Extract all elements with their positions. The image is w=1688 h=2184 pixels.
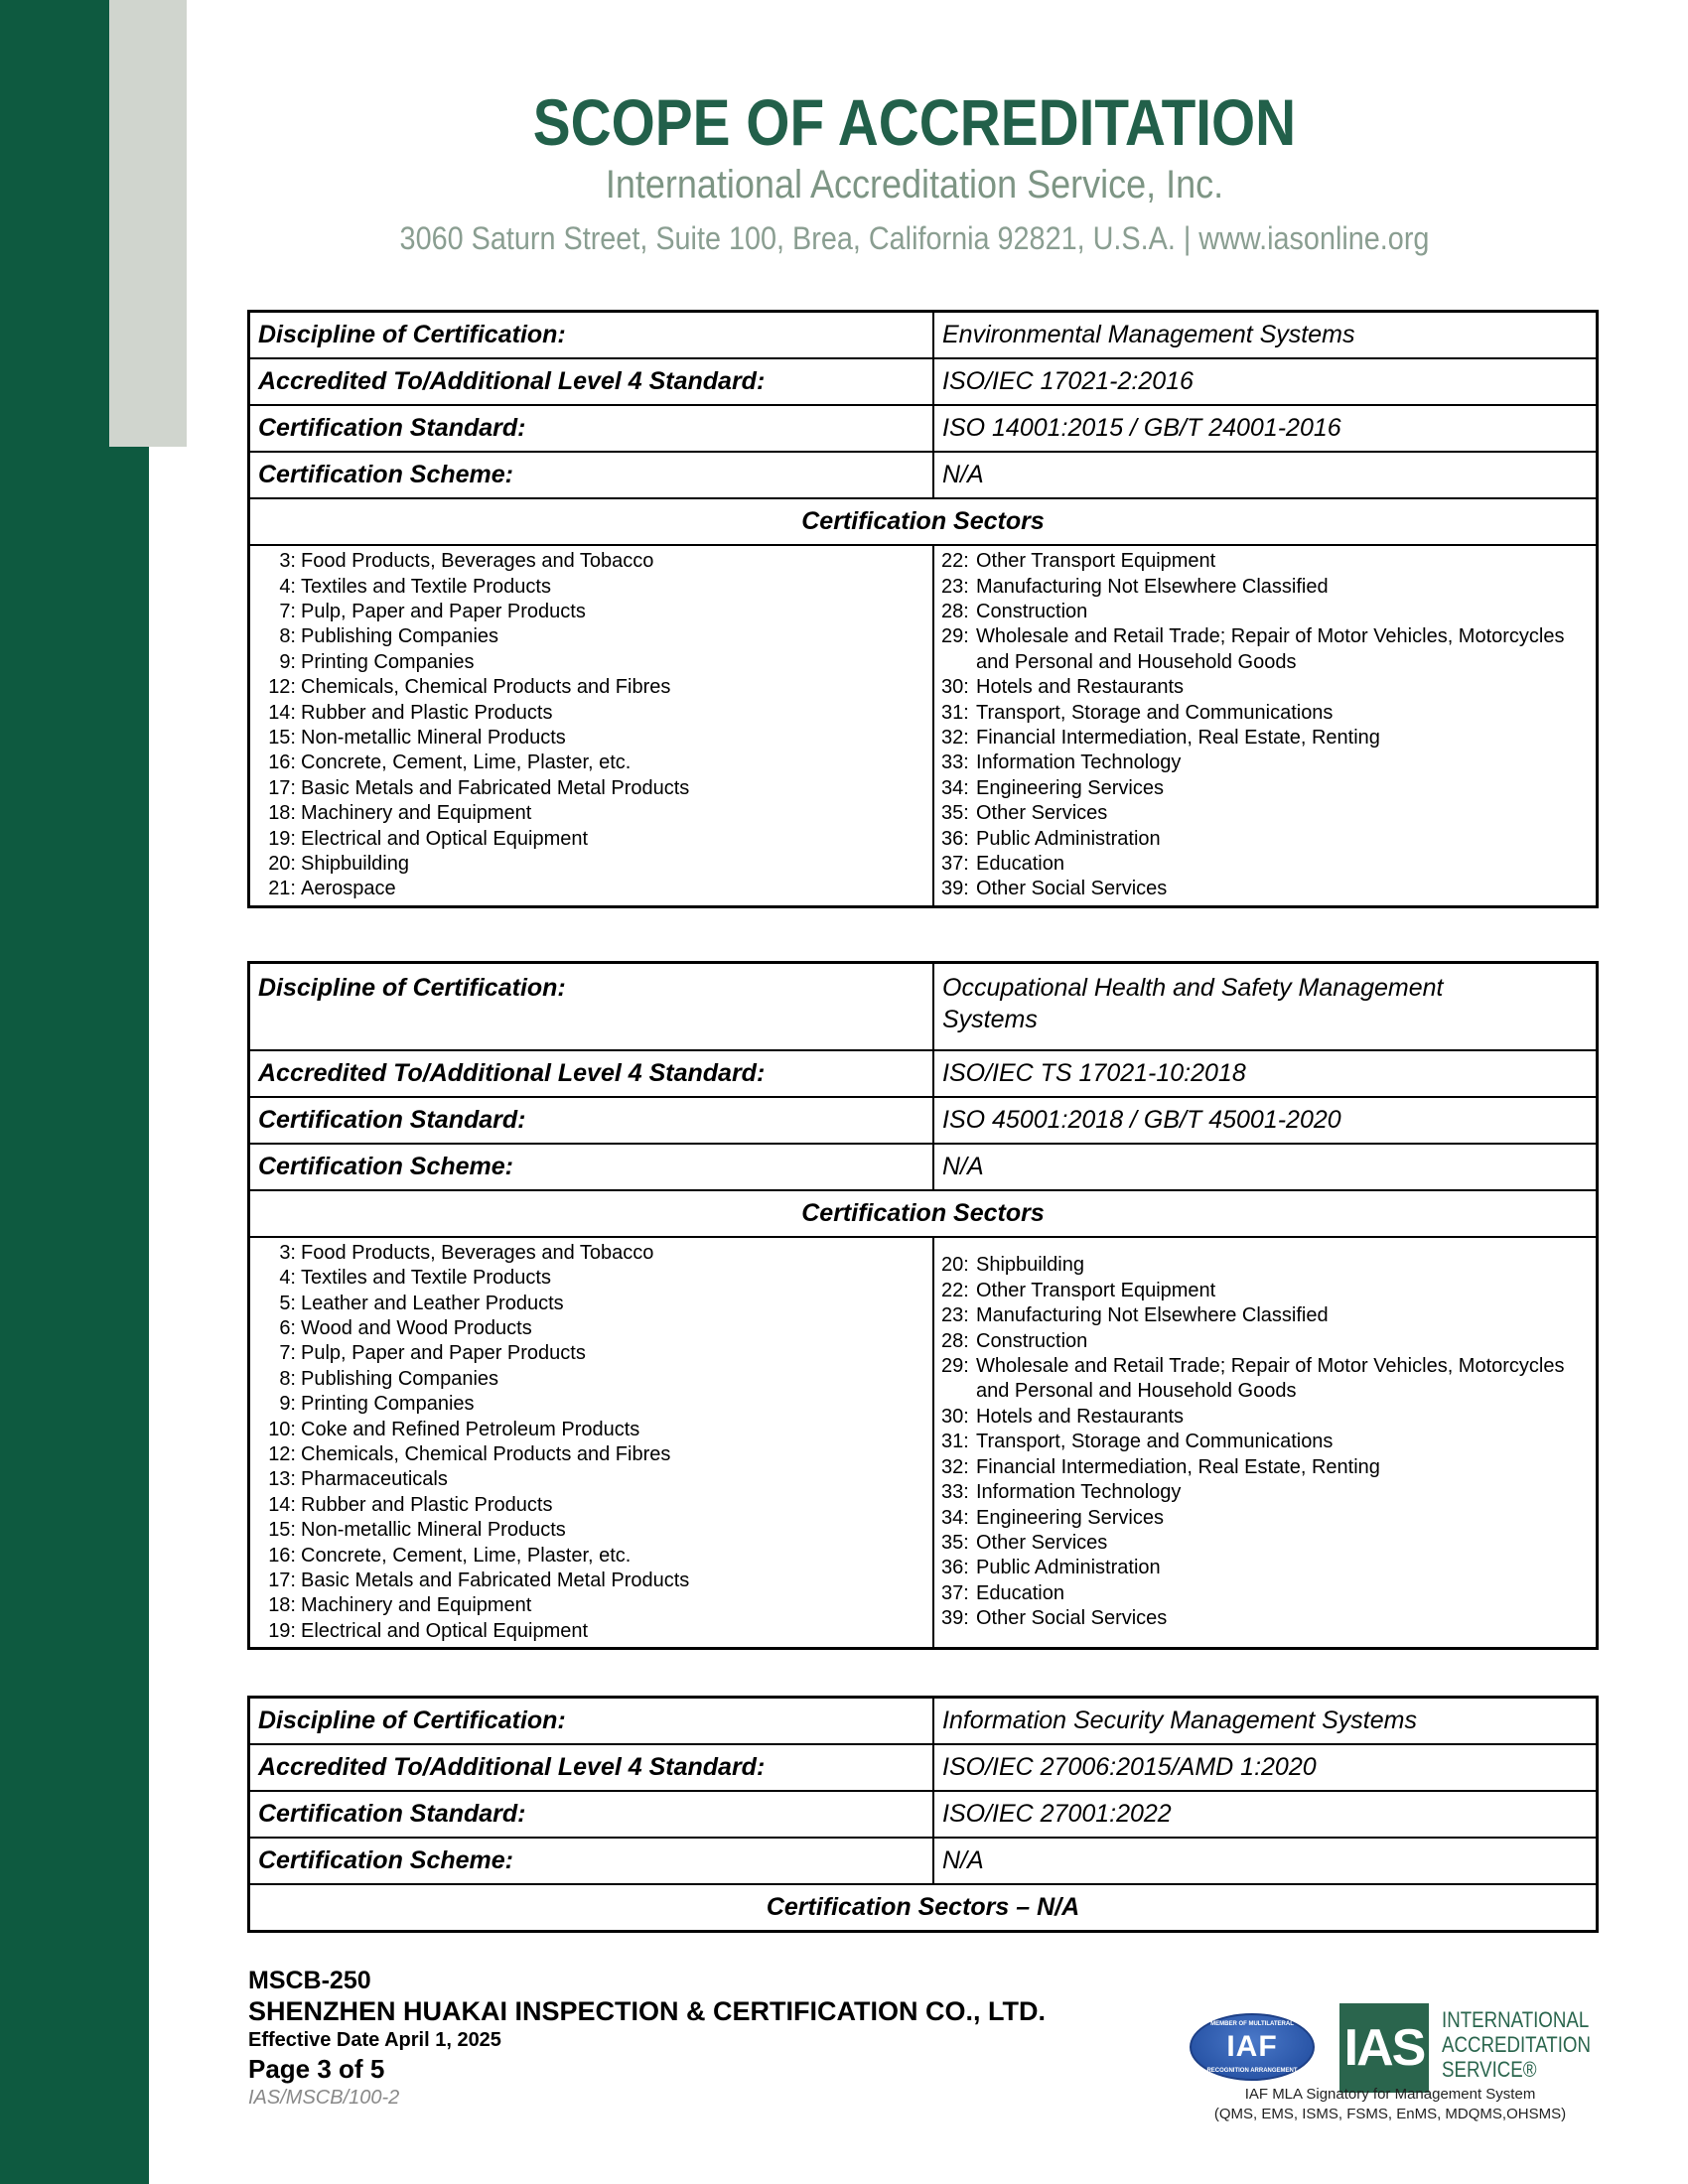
sector-name: Other Social Services xyxy=(976,878,1168,900)
sector-name: Information Technology xyxy=(976,751,1182,774)
sector-item xyxy=(941,877,1588,901)
sector-item xyxy=(258,675,924,700)
value-discipline: Information Security Management Systems xyxy=(933,1698,1598,1745)
sector-item xyxy=(941,1354,1588,1405)
sector-code: 6: xyxy=(279,1316,296,1339)
sector-name: Manufacturing Not Elsewhere Classified xyxy=(976,1304,1329,1327)
sector-code: 16: xyxy=(268,751,296,774)
sector-name: Hotels and Restaurants xyxy=(976,1405,1185,1428)
sector-name: Construction xyxy=(976,1329,1088,1352)
sector-item xyxy=(941,751,1588,775)
sector-name: Engineering Services xyxy=(976,1506,1164,1529)
sector-item xyxy=(941,1303,1588,1328)
sector-name: Basic Metals and Fabricated Metal Products xyxy=(301,1570,690,1592)
sector-name: Pulp, Paper and Paper Products xyxy=(301,1342,586,1365)
sector-item xyxy=(941,1480,1588,1505)
scope-table-ems xyxy=(247,310,1599,908)
sectors-right-column xyxy=(933,545,1598,907)
sector-code: 37: xyxy=(941,1581,969,1604)
sector-name: Information Technology xyxy=(976,1481,1182,1504)
signatory-line2: (QMS, EMS, ISMS, FSMS, EnMS, MDQMS,OHSMS) xyxy=(1213,2106,1567,2122)
organization-name: International Accreditation Service, Inc. xyxy=(605,163,1224,206)
sector-item xyxy=(258,827,924,852)
sector-code: 28: xyxy=(941,600,969,622)
sector-item xyxy=(941,1430,1588,1454)
sector-item xyxy=(941,1556,1588,1580)
sectors-heading: Certification Sectors xyxy=(249,1190,1598,1237)
sector-item xyxy=(941,1506,1588,1531)
sector-item xyxy=(258,877,924,901)
ias-wordmark-line2: ACCREDITATION xyxy=(1442,2032,1591,2057)
iaf-logo-icon xyxy=(1190,2013,1315,2081)
sector-code: 17: xyxy=(268,776,296,799)
sector-code: 7: xyxy=(279,1342,296,1365)
sector-code: 17: xyxy=(268,1570,296,1592)
sector-item xyxy=(258,1341,924,1366)
sector-code: 33: xyxy=(941,751,969,774)
sector-name: Machinery and Equipment xyxy=(301,1594,532,1617)
sector-item xyxy=(258,1493,924,1518)
sector-item xyxy=(258,801,924,826)
sector-code: 12: xyxy=(268,1443,296,1465)
sector-code: 29: xyxy=(941,625,969,648)
ias-logo-text: IAS xyxy=(1343,2019,1425,2077)
sector-code: 23: xyxy=(941,1304,969,1327)
sector-item xyxy=(258,1593,924,1618)
sector-code: 13: xyxy=(268,1468,296,1491)
iaf-ring-bottom-text: RECOGNITION ARRANGEMENT xyxy=(1206,2068,1298,2074)
footer-info xyxy=(248,1966,1046,2111)
sector-name: Machinery and Equipment xyxy=(301,802,532,825)
sector-code: 5: xyxy=(279,1292,296,1314)
label-standard: Certification Standard: xyxy=(249,405,934,452)
sector-name: Non-metallic Mineral Products xyxy=(301,727,566,749)
page-number: Page 3 of 5 xyxy=(248,2054,385,2084)
sector-name: Pulp, Paper and Paper Products xyxy=(301,600,586,622)
sector-item xyxy=(941,675,1588,700)
sector-item xyxy=(258,1569,924,1593)
sector-item xyxy=(258,1316,924,1341)
scope-table-ohsms xyxy=(247,961,1599,1650)
scope-table-isms xyxy=(247,1696,1599,1933)
sector-name: Rubber and Plastic Products xyxy=(301,701,553,724)
value-accredited-to: ISO/IEC 27006:2015/AMD 1:2020 xyxy=(933,1744,1598,1791)
sector-code: 31: xyxy=(941,1431,969,1453)
sector-item xyxy=(941,827,1588,852)
sector-name: Shipbuilding xyxy=(976,1254,1084,1277)
sector-code: 14: xyxy=(268,1493,296,1516)
sector-code: 21: xyxy=(268,878,296,900)
ias-wordmark-line3: SERVICE® xyxy=(1442,2057,1537,2082)
sectors-left-column xyxy=(249,545,934,907)
value-scheme: N/A xyxy=(933,452,1598,498)
sector-code: 32: xyxy=(941,727,969,749)
sector-item xyxy=(941,600,1588,624)
label-scheme: Certification Scheme: xyxy=(249,1144,934,1190)
sector-item xyxy=(941,1253,1588,1278)
sector-name: Education xyxy=(976,853,1064,876)
sector-name: Engineering Services xyxy=(976,776,1164,799)
sector-name: Financial Intermediation, Real Estate, Renting xyxy=(976,1455,1380,1478)
page-title: SCOPE OF ACCREDITATION xyxy=(532,85,1297,159)
sector-name: Public Administration xyxy=(976,1557,1161,1579)
sector-item xyxy=(941,776,1588,801)
label-scheme: Certification Scheme: xyxy=(249,1838,934,1884)
sector-item xyxy=(941,1455,1588,1480)
sector-code: 19: xyxy=(268,1619,296,1642)
sector-code: 18: xyxy=(268,1594,296,1617)
sector-item xyxy=(258,776,924,801)
sector-item xyxy=(941,1531,1588,1556)
label-accredited-to: Accredited To/Additional Level 4 Standard: xyxy=(249,1050,934,1097)
sector-item xyxy=(258,600,924,624)
sector-name: Other Transport Equipment xyxy=(976,1279,1216,1301)
sector-code: 30: xyxy=(941,1405,969,1428)
sector-name: Aerospace xyxy=(301,878,396,900)
sector-code: 3: xyxy=(279,1241,296,1264)
sector-code: 12: xyxy=(268,676,296,699)
sector-code: 35: xyxy=(941,802,969,825)
sector-name: Rubber and Plastic Products xyxy=(301,1493,553,1516)
sector-item xyxy=(941,801,1588,826)
sector-item xyxy=(941,726,1588,751)
sector-name: Pharmaceuticals xyxy=(301,1468,448,1491)
sectors-na-heading: Certification Sectors – N/A xyxy=(249,1884,1598,1932)
sector-code: 36: xyxy=(941,827,969,850)
sector-name: Manufacturing Not Elsewhere Classified xyxy=(976,575,1329,598)
sector-code: 8: xyxy=(279,1367,296,1390)
sector-name: Publishing Companies xyxy=(301,1367,499,1390)
value-discipline: Environmental Management Systems xyxy=(933,312,1598,359)
sector-name: Wholesale and Retail Trade; Repair of Motor Vehicles, Motorcycles and Personal and Household Goods xyxy=(976,625,1565,673)
sector-name: Electrical and Optical Equipment xyxy=(301,1619,589,1642)
sector-item xyxy=(258,1266,924,1291)
sector-item xyxy=(258,1544,924,1569)
sector-item xyxy=(941,1329,1588,1354)
sector-code: 15: xyxy=(268,1519,296,1542)
value-scheme: N/A xyxy=(933,1144,1598,1190)
sector-item xyxy=(258,624,924,649)
label-accredited-to: Accredited To/Additional Level 4 Standard: xyxy=(249,1744,934,1791)
sector-name: Textiles and Textile Products xyxy=(301,575,551,598)
sector-item xyxy=(258,1442,924,1467)
sector-name: Printing Companies xyxy=(301,650,475,673)
sector-code: 35: xyxy=(941,1531,969,1554)
value-standard: ISO/IEC 27001:2022 xyxy=(933,1791,1598,1838)
sector-name: Transport, Storage and Communications xyxy=(976,1431,1334,1453)
label-discipline: Discipline of Certification: xyxy=(249,312,934,359)
label-discipline: Discipline of Certification: xyxy=(249,963,934,1051)
sector-name: Non-metallic Mineral Products xyxy=(301,1519,566,1542)
sector-name: Public Administration xyxy=(976,827,1161,850)
sector-code: 16: xyxy=(268,1544,296,1567)
sector-code: 39: xyxy=(941,1607,969,1630)
sector-item xyxy=(941,701,1588,726)
sector-name: Food Products, Beverages and Tobacco xyxy=(301,550,654,573)
sector-name: Food Products, Beverages and Tobacco xyxy=(301,1241,654,1264)
sectors-heading: Certification Sectors xyxy=(249,498,1598,545)
sector-item xyxy=(258,751,924,775)
sector-code: 4: xyxy=(279,1267,296,1290)
label-scheme: Certification Scheme: xyxy=(249,452,934,498)
sector-name: Chemicals, Chemical Products and Fibres xyxy=(301,1443,671,1465)
sector-item xyxy=(941,575,1588,600)
sector-item xyxy=(258,575,924,600)
sector-item xyxy=(941,852,1588,877)
sector-item xyxy=(258,1619,924,1644)
sector-item xyxy=(258,1292,924,1316)
sector-code: 9: xyxy=(279,650,296,673)
sector-item xyxy=(941,624,1588,675)
sectors-right-column xyxy=(933,1237,1598,1649)
sector-code: 33: xyxy=(941,1481,969,1504)
company-name: SHENZHEN HUAKAI INSPECTION & CERTIFICATION CO., LTD. xyxy=(248,1996,1046,2026)
sector-name: Construction xyxy=(976,600,1088,622)
sector-code: 20: xyxy=(268,853,296,876)
sector-name: Other Social Services xyxy=(976,1607,1168,1630)
label-discipline: Discipline of Certification: xyxy=(249,1698,934,1745)
sector-item xyxy=(258,1467,924,1492)
sector-name: Coke and Refined Petroleum Products xyxy=(301,1418,640,1440)
document-code: MSCB-250 xyxy=(248,1967,371,1994)
value-scheme: N/A xyxy=(933,1838,1598,1884)
sector-code: 22: xyxy=(941,550,969,573)
sector-item xyxy=(258,852,924,877)
sector-name: Publishing Companies xyxy=(301,625,499,648)
signatory-line1: IAF MLA Signatory for Management System xyxy=(1244,2086,1536,2103)
sector-code: 10: xyxy=(268,1418,296,1440)
effective-date: Effective Date April 1, 2025 xyxy=(248,2029,501,2051)
sector-code: 3: xyxy=(279,550,296,573)
sector-item xyxy=(941,549,1588,574)
sector-code: 31: xyxy=(941,701,969,724)
sector-item xyxy=(258,650,924,675)
iaf-ring-top-text: MEMBER OF MULTILATERAL xyxy=(1210,2021,1294,2027)
sector-code: 20: xyxy=(941,1254,969,1277)
sector-item xyxy=(258,1392,924,1417)
sector-code: 15: xyxy=(268,727,296,749)
sector-code: 23: xyxy=(941,575,969,598)
iaf-signatory-note xyxy=(1172,2085,1609,2124)
sidebar-green-band xyxy=(0,0,109,447)
sector-item xyxy=(258,549,924,574)
sector-item xyxy=(941,1606,1588,1631)
value-accredited-to: ISO/IEC TS 17021-10:2018 xyxy=(933,1050,1598,1097)
sector-item xyxy=(258,701,924,726)
sector-code: 32: xyxy=(941,1455,969,1478)
sector-name: Education xyxy=(976,1581,1064,1604)
label-standard: Certification Standard: xyxy=(249,1791,934,1838)
sector-name: Concrete, Cement, Lime, Plaster, etc. xyxy=(301,1544,632,1567)
sector-code: 9: xyxy=(279,1393,296,1416)
sector-name: Chemicals, Chemical Products and Fibres xyxy=(301,676,671,699)
sector-name: Electrical and Optical Equipment xyxy=(301,827,589,850)
value-standard: ISO 14001:2015 / GB/T 24001-2016 xyxy=(933,405,1598,452)
sectors-left-column xyxy=(249,1237,934,1649)
sector-item xyxy=(941,1581,1588,1606)
value-standard: ISO 45001:2018 / GB/T 45001-2020 xyxy=(933,1097,1598,1144)
sector-item xyxy=(258,726,924,751)
organization-address: 3060 Saturn Street, Suite 100, Brea, California 92821, U.S.A. | www.iasonline.org xyxy=(399,220,1430,256)
sector-code: 28: xyxy=(941,1329,969,1352)
sidebar-green-band-lower xyxy=(0,447,149,2184)
label-standard: Certification Standard: xyxy=(249,1097,934,1144)
sector-code: 39: xyxy=(941,878,969,900)
sector-code: 7: xyxy=(279,600,296,622)
sector-name: Transport, Storage and Communications xyxy=(976,701,1334,724)
sector-code: 29: xyxy=(941,1355,969,1378)
sector-name: Shipbuilding xyxy=(301,853,409,876)
sector-code: 14: xyxy=(268,701,296,724)
ias-wordmark-line1: INTERNATIONAL xyxy=(1442,2007,1590,2032)
sector-name: Other Services xyxy=(976,802,1108,825)
sector-item xyxy=(258,1418,924,1442)
sector-name: Hotels and Restaurants xyxy=(976,676,1185,699)
sector-name: Wholesale and Retail Trade; Repair of Motor Vehicles, Motorcycles and Personal and Household Goods xyxy=(976,1355,1565,1403)
label-accredited-to: Accredited To/Additional Level 4 Standard: xyxy=(249,358,934,405)
sector-name: Leather and Leather Products xyxy=(301,1292,564,1314)
sector-name: Wood and Wood Products xyxy=(301,1316,532,1339)
sector-code: 22: xyxy=(941,1279,969,1301)
iaf-logo-text: IAF xyxy=(1226,2030,1278,2063)
form-reference: IAS/MSCB/100-2 xyxy=(248,2087,400,2109)
sector-name: Textiles and Textile Products xyxy=(301,1267,551,1290)
sector-code: 30: xyxy=(941,676,969,699)
sector-code: 34: xyxy=(941,776,969,799)
sector-name: Other Transport Equipment xyxy=(976,550,1216,573)
value-accredited-to: ISO/IEC 17021-2:2016 xyxy=(933,358,1598,405)
sector-code: 37: xyxy=(941,853,969,876)
sector-item xyxy=(941,1405,1588,1430)
sector-code: 8: xyxy=(279,625,296,648)
sector-item xyxy=(258,1241,924,1266)
sector-name: Financial Intermediation, Real Estate, Renting xyxy=(976,727,1380,749)
sector-name: Printing Companies xyxy=(301,1393,475,1416)
sector-item xyxy=(941,1279,1588,1303)
sector-code: 19: xyxy=(268,827,296,850)
sector-code: 36: xyxy=(941,1557,969,1579)
sector-name: Other Services xyxy=(976,1531,1108,1554)
sector-code: 18: xyxy=(268,802,296,825)
ias-logo-wordmark xyxy=(1442,2007,1591,2082)
sector-item xyxy=(258,1367,924,1392)
sector-item xyxy=(258,1518,924,1543)
sector-name: Concrete, Cement, Lime, Plaster, etc. xyxy=(301,751,632,774)
sector-name: Basic Metals and Fabricated Metal Products xyxy=(301,776,690,799)
sidebar-gray-band xyxy=(109,0,187,447)
sector-code: 4: xyxy=(279,575,296,598)
sector-code: 34: xyxy=(941,1506,969,1529)
value-discipline: Occupational Health and Safety Management Systems xyxy=(933,963,1598,1051)
ias-logo-icon xyxy=(1339,2003,1429,2093)
